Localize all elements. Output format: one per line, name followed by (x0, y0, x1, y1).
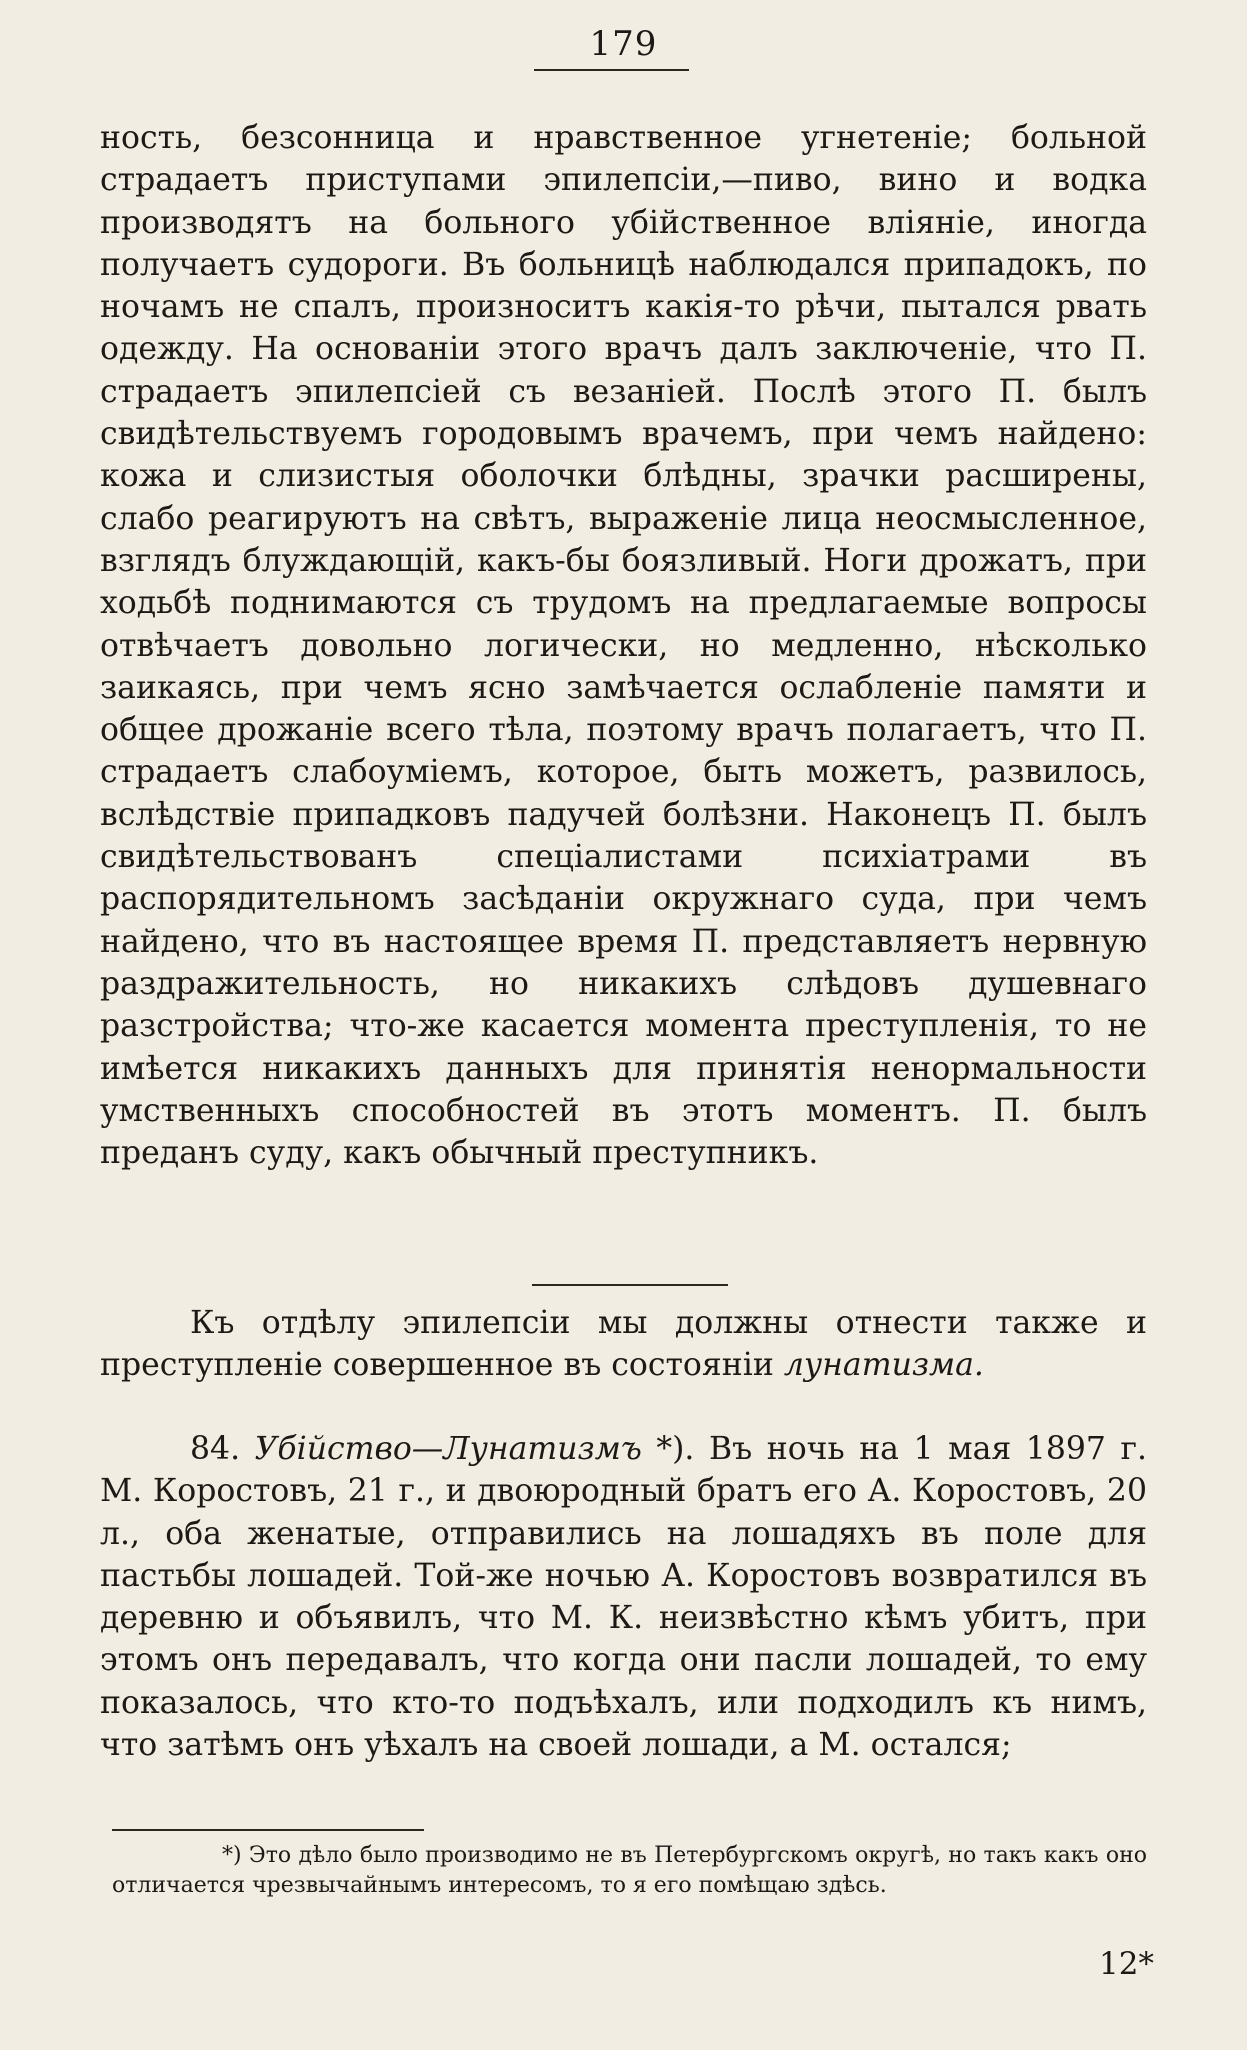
footnote-reference: *). (641, 1431, 709, 1467)
header-rule (534, 69, 689, 71)
footnote-text: Это дѣло было производимо не въ Петербургскомъ округѣ, но такъ какъ оно отличается чрезвычайнымъ интересомъ, то я его помѣщаю здѣсь. (112, 1843, 1147, 1898)
italic-term: лунатизма. (783, 1347, 984, 1384)
paragraph-epilepsy-note (100, 1302, 1147, 1387)
case-number: 84. (190, 1431, 255, 1467)
printer-signature: 12* (1099, 1946, 1154, 1982)
paragraph-continuation: ность, безсонница и нравственное угнетенiе; больной страдаетъ приступами эпилепсiи,—пиво, вино и водка производятъ на больного убiйственное влiянiе, иногда получаетъ судороги. Въ больницѣ наблюдался припадокъ, по ночамъ не спалъ, произноситъ какiя-то рѣчи, пытался рвать одежду. На основанiи этого врачъ далъ заключенiе, что П. страдаетъ эпилепсiей съ везанiей. Послѣ этого П. былъ свидѣтельствуемъ городовымъ врачемъ, при чемъ найдено: кожа и слизистыя оболочки блѣдны, зрачки расширены, слабо реагируютъ на свѣтъ, выраженiе лица неосмысленное, взглядъ блуждающiй, какъ-бы боязливый. Ноги дрожатъ, при ходьбѣ поднимаются съ трудомъ на предлагаемые вопросы отвѣчаетъ довольно логически, но медленно, нѣсколько заикаясь, при чемъ ясно замѣчается ослабленiе памяти и общее дрожанiе всего тѣла, поэтому врачъ полагаетъ, что П. страдаетъ слабоумiемъ, которое, быть можетъ, развилось, вслѣдствiе припадковъ падучей болѣзни. Наконецъ П. былъ свидѣтельствованъ спецiалистами психiатрами въ распорядительномъ засѣданiи окружнаго суда, при чемъ найдено, что въ настоящее время П. представляетъ нервную раздражительность, но никакихъ слѣдовъ душевнаго разстройства; что-же касается момента преступленiя, то не имѣется никакихъ данныхъ для принятiя ненормальности умственныхъ способностей въ этотъ моментъ. П. былъ преданъ суду, какъ обычный преступникъ. (100, 120, 1147, 1172)
page-number: 179 (589, 24, 658, 64)
case-title: Убiйство—Лунатизмъ (254, 1431, 642, 1467)
case-84-paragraph (100, 1428, 1147, 1766)
case-text: Въ ночь на 1 мая 1897 г. М. Коростовъ, 21 г., и двоюродный братъ его А. Коростовъ, 20 л., оба женатые, отправились на лошадяхъ въ поле для пастьбы лошадей. Той-же ночью А. Коростовъ возвратился въ деревню и объявилъ, что М. К. неизвѣстно кѣмъ убитъ, при этомъ онъ передавалъ, что когда они пасли лошадей, то ему показалось, что кто-то подъѣхалъ, или подходилъ къ нимъ, что затѣмъ онъ уѣхалъ на своей лошади, а М. остался; (100, 1431, 1148, 1764)
paragraph-text: Къ отдѣлу эпилепсiи мы должны отнести также и преступленiе совершенное въ состоянiи (100, 1305, 1147, 1384)
footnote-rule (112, 1829, 424, 1831)
section-divider (532, 1284, 728, 1286)
footnote-mark: *) (222, 1843, 249, 1868)
footnote (112, 1841, 1147, 1901)
